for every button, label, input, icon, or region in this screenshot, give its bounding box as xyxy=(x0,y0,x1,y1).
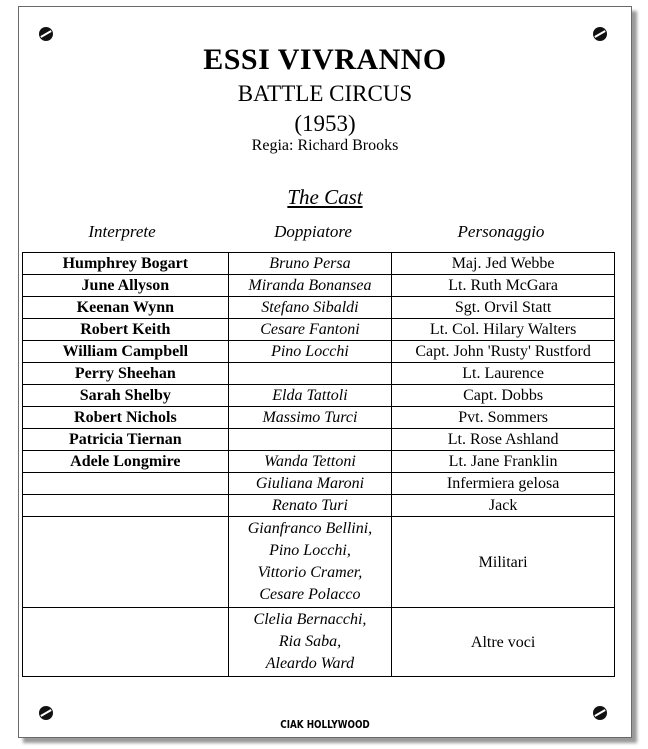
actor-cell: June Allyson xyxy=(23,275,229,297)
ciak-hollywood-logo: CIAK HOLLYWOOD xyxy=(280,718,370,731)
actor-cell: Robert Keith xyxy=(23,319,229,341)
dubber-cell: Gianfranco Bellini, Pino Locchi, Vittorio Cramer, Cesare Polacco xyxy=(228,517,392,608)
table-row xyxy=(23,495,615,517)
column-header-dubber: Doppiatore xyxy=(274,222,352,241)
actor-cell: Keenan Wynn xyxy=(23,297,229,319)
dubber-cell: Renato Turi xyxy=(228,495,392,517)
director-line: Regia: Richard Brooks xyxy=(251,137,399,154)
actor-cell: Adele Longmire xyxy=(23,451,229,473)
actor-cell xyxy=(23,495,229,517)
table-row xyxy=(23,608,615,677)
character-cell: Altre voci xyxy=(392,608,615,677)
table-row xyxy=(23,341,615,363)
character-cell: Lt. Laurence xyxy=(392,363,615,385)
screw-icon xyxy=(593,27,607,41)
actor-cell: Patricia Tiernan xyxy=(23,429,229,451)
column-header-character: Personaggio xyxy=(457,222,545,241)
dubber-cell xyxy=(228,429,392,451)
dubber-cell: Giuliana Maroni xyxy=(228,473,392,495)
screw-icon xyxy=(39,706,53,720)
table-row xyxy=(23,473,615,495)
dubber-cell: Clelia Bernacchi, Ria Saba, Aleardo Ward xyxy=(228,608,392,677)
dubber-cell xyxy=(228,363,392,385)
actor-cell xyxy=(23,517,229,608)
character-cell: Pvt. Sommers xyxy=(392,407,615,429)
dubber-cell: Elda Tattoli xyxy=(228,385,392,407)
dubber-cell: Wanda Tettoni xyxy=(228,451,392,473)
table-row xyxy=(23,275,615,297)
column-header-actor: Interprete xyxy=(88,222,156,241)
dubber-cell: Pino Locchi xyxy=(228,341,392,363)
screw-icon xyxy=(39,27,53,41)
table-row xyxy=(23,319,615,341)
table-row xyxy=(23,429,615,451)
cast-plaque xyxy=(18,6,632,738)
actor-cell: Humphrey Bogart xyxy=(23,253,229,275)
actor-cell: Perry Sheehan xyxy=(23,363,229,385)
character-cell: Lt. Ruth McGara xyxy=(392,275,615,297)
cast-table xyxy=(22,252,615,677)
dubber-cell: Massimo Turci xyxy=(228,407,392,429)
actor-cell: William Campbell xyxy=(23,341,229,363)
character-cell: Maj. Jed Webbe xyxy=(392,253,615,275)
character-cell: Jack xyxy=(392,495,615,517)
table-row xyxy=(23,451,615,473)
dubber-cell: Cesare Fantoni xyxy=(228,319,392,341)
dubber-cell: Stefano Sibaldi xyxy=(228,297,392,319)
character-cell: Capt. John 'Rusty' Rustford xyxy=(392,341,615,363)
character-cell: Infermiera gelosa xyxy=(392,473,615,495)
screw-icon xyxy=(593,706,607,720)
cast-heading: The Cast xyxy=(287,185,363,209)
actor-cell: Sarah Shelby xyxy=(23,385,229,407)
dubber-cell: Miranda Bonansea xyxy=(228,275,392,297)
character-cell: Militari xyxy=(392,517,615,608)
character-cell: Lt. Rose Ashland xyxy=(392,429,615,451)
table-row xyxy=(23,517,615,608)
actor-cell: Robert Nichols xyxy=(23,407,229,429)
actor-cell xyxy=(23,473,229,495)
table-row xyxy=(23,385,615,407)
table-row xyxy=(23,297,615,319)
table-row xyxy=(23,407,615,429)
character-cell: Sgt. Orvil Statt xyxy=(392,297,615,319)
plaque-title: ESSI VIVRANNO xyxy=(203,43,447,76)
character-cell: Lt. Col. Hilary Walters xyxy=(392,319,615,341)
table-row xyxy=(23,363,615,385)
movie-year: (1953) xyxy=(294,111,356,136)
actor-cell xyxy=(23,608,229,677)
character-cell: Capt. Dobbs xyxy=(392,385,615,407)
movie-title: BATTLE CIRCUS xyxy=(237,81,413,106)
dubber-cell: Bruno Persa xyxy=(228,253,392,275)
table-row xyxy=(23,253,615,275)
character-cell: Lt. Jane Franklin xyxy=(392,451,615,473)
